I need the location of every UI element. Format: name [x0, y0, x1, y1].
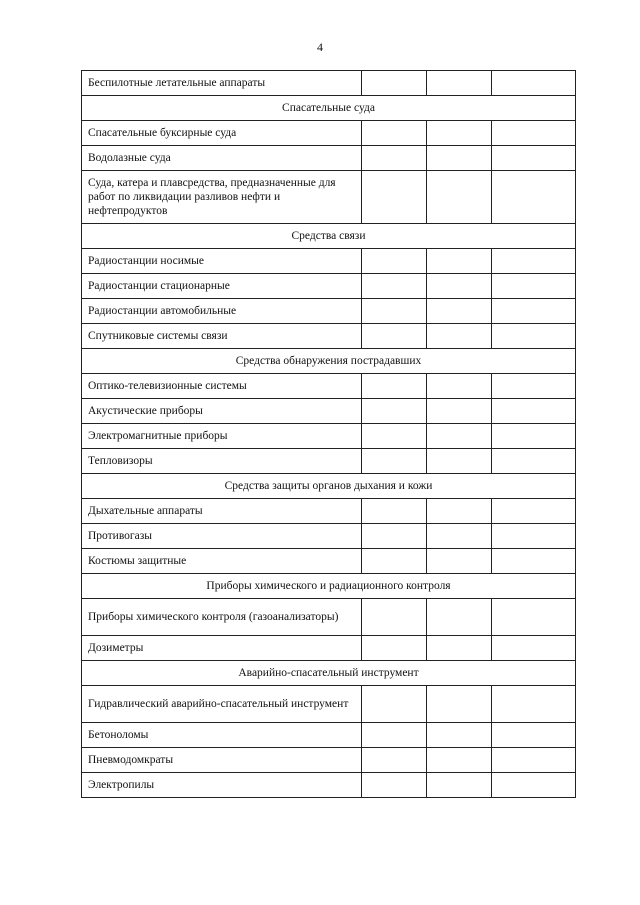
table-row — [82, 121, 576, 146]
section-header: Приборы химического и радиационного контроля — [82, 574, 576, 599]
item-name-cell: Беспилотные летательные аппараты — [82, 71, 362, 96]
item-name-cell: Дозиметры — [82, 636, 362, 661]
item-name-cell: Акустические приборы — [82, 399, 362, 424]
empty-value-cell — [362, 249, 427, 274]
item-name-cell: Водолазные суда — [82, 146, 362, 171]
empty-value-cell — [427, 171, 492, 224]
table-row — [82, 549, 576, 574]
empty-value-cell — [362, 686, 427, 723]
empty-value-cell — [492, 549, 576, 574]
table-row — [82, 374, 576, 399]
table-row — [82, 274, 576, 299]
table-row — [82, 599, 576, 636]
section-header: Средства связи — [82, 224, 576, 249]
empty-value-cell — [427, 748, 492, 773]
table-row — [82, 399, 576, 424]
item-name-cell: Радиостанции автомобильные — [82, 299, 362, 324]
section-header-row — [82, 349, 576, 374]
empty-value-cell — [492, 71, 576, 96]
empty-value-cell — [362, 723, 427, 748]
section-header: Аварийно-спасательный инструмент — [82, 661, 576, 686]
empty-value-cell — [492, 274, 576, 299]
item-name-cell: Электромагнитные приборы — [82, 424, 362, 449]
empty-value-cell — [427, 449, 492, 474]
table-row — [82, 171, 576, 224]
table-row — [82, 71, 576, 96]
empty-value-cell — [492, 374, 576, 399]
empty-value-cell — [427, 146, 492, 171]
empty-value-cell — [427, 71, 492, 96]
empty-value-cell — [362, 424, 427, 449]
empty-value-cell — [427, 374, 492, 399]
table-row — [82, 748, 576, 773]
empty-value-cell — [492, 524, 576, 549]
empty-value-cell — [492, 324, 576, 349]
item-name-cell: Костюмы защитные — [82, 549, 362, 574]
section-header-row — [82, 224, 576, 249]
empty-value-cell — [362, 636, 427, 661]
empty-value-cell — [362, 599, 427, 636]
table-row — [82, 524, 576, 549]
equipment-table-body — [82, 71, 576, 798]
empty-value-cell — [427, 549, 492, 574]
item-name-cell: Радиостанции стационарные — [82, 274, 362, 299]
table-row — [82, 146, 576, 171]
table-row — [82, 449, 576, 474]
section-header: Средства защиты органов дыхания и кожи — [82, 474, 576, 499]
section-header-row — [82, 474, 576, 499]
empty-value-cell — [427, 249, 492, 274]
item-name-cell: Гидравлический аварийно-спасательный инструмент — [82, 686, 362, 723]
empty-value-cell — [492, 171, 576, 224]
item-name-cell: Радиостанции носимые — [82, 249, 362, 274]
equipment-table — [81, 70, 576, 798]
empty-value-cell — [492, 299, 576, 324]
section-header-row — [82, 661, 576, 686]
empty-value-cell — [362, 171, 427, 224]
empty-value-cell — [427, 773, 492, 798]
table-row — [82, 299, 576, 324]
empty-value-cell — [362, 449, 427, 474]
empty-value-cell — [427, 499, 492, 524]
empty-value-cell — [362, 748, 427, 773]
empty-value-cell — [492, 773, 576, 798]
empty-value-cell — [492, 424, 576, 449]
table-row — [82, 636, 576, 661]
empty-value-cell — [492, 146, 576, 171]
empty-value-cell — [362, 146, 427, 171]
empty-value-cell — [427, 121, 492, 146]
item-name-cell: Электропилы — [82, 773, 362, 798]
item-name-cell: Суда, катера и плавсредства, предназначенные для работ по ликвидации разливов нефти и нефтепродуктов — [82, 171, 362, 224]
empty-value-cell — [492, 249, 576, 274]
item-name-cell: Оптико-телевизионные системы — [82, 374, 362, 399]
empty-value-cell — [362, 324, 427, 349]
empty-value-cell — [427, 299, 492, 324]
item-name-cell: Спутниковые системы связи — [82, 324, 362, 349]
empty-value-cell — [362, 299, 427, 324]
empty-value-cell — [427, 424, 492, 449]
empty-value-cell — [427, 723, 492, 748]
item-name-cell: Противогазы — [82, 524, 362, 549]
empty-value-cell — [427, 399, 492, 424]
empty-value-cell — [492, 399, 576, 424]
empty-value-cell — [427, 524, 492, 549]
empty-value-cell — [492, 686, 576, 723]
item-name-cell: Тепловизоры — [82, 449, 362, 474]
table-row — [82, 499, 576, 524]
table-row — [82, 249, 576, 274]
empty-value-cell — [362, 549, 427, 574]
empty-value-cell — [427, 274, 492, 299]
table-row — [82, 424, 576, 449]
table-row — [82, 686, 576, 723]
empty-value-cell — [427, 324, 492, 349]
empty-value-cell — [492, 636, 576, 661]
empty-value-cell — [362, 71, 427, 96]
empty-value-cell — [362, 524, 427, 549]
empty-value-cell — [362, 121, 427, 146]
empty-value-cell — [492, 449, 576, 474]
empty-value-cell — [427, 636, 492, 661]
section-header: Средства обнаружения пострадавших — [82, 349, 576, 374]
section-header-row — [82, 96, 576, 121]
empty-value-cell — [492, 599, 576, 636]
page-number: 4 — [317, 40, 323, 54]
empty-value-cell — [427, 599, 492, 636]
empty-value-cell — [492, 499, 576, 524]
empty-value-cell — [362, 374, 427, 399]
empty-value-cell — [492, 748, 576, 773]
empty-value-cell — [362, 399, 427, 424]
table-row — [82, 324, 576, 349]
section-header-row — [82, 574, 576, 599]
empty-value-cell — [427, 686, 492, 723]
table-row — [82, 773, 576, 798]
empty-value-cell — [492, 121, 576, 146]
section-header: Спасательные суда — [82, 96, 576, 121]
empty-value-cell — [362, 274, 427, 299]
empty-value-cell — [492, 723, 576, 748]
empty-value-cell — [362, 499, 427, 524]
item-name-cell: Приборы химического контроля (газоанализаторы) — [82, 599, 362, 636]
item-name-cell: Спасательные буксирные суда — [82, 121, 362, 146]
empty-value-cell — [362, 773, 427, 798]
item-name-cell: Дыхательные аппараты — [82, 499, 362, 524]
table-row — [82, 723, 576, 748]
item-name-cell: Бетоноломы — [82, 723, 362, 748]
item-name-cell: Пневмодомкраты — [82, 748, 362, 773]
